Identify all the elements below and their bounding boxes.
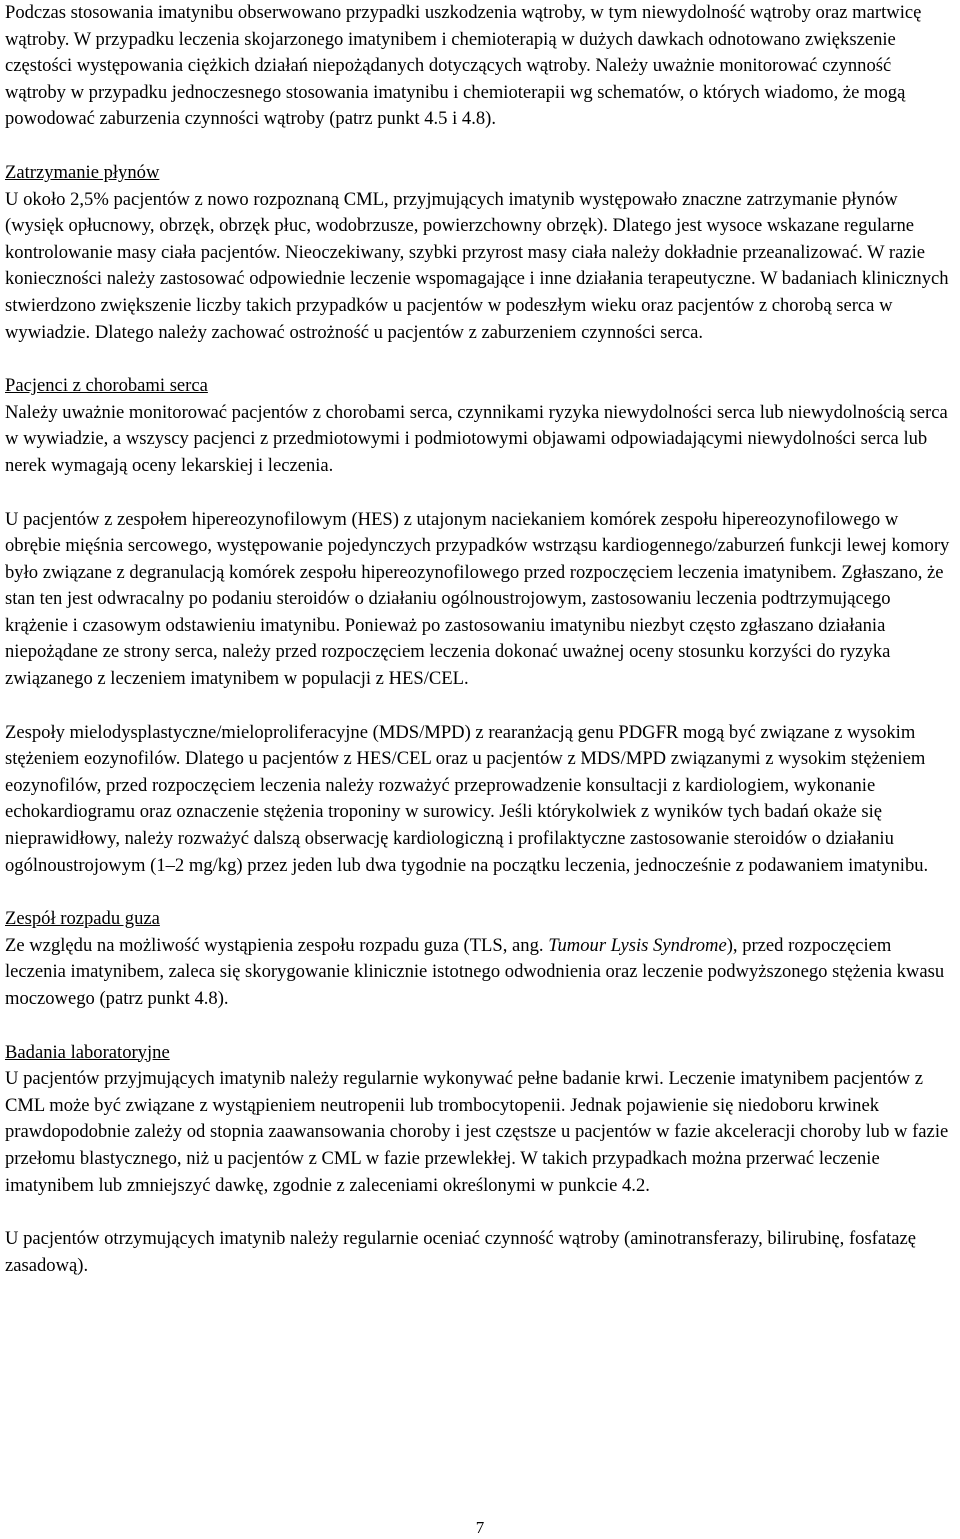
- liver-paragraph: Podczas stosowania imatynibu obserwowano przypadki uszkodzenia wątroby, w tym niewydolność wątroby oraz martwicę wątroby. W przypadku leczenia skojarzonego imatynibem i chemioterapią w dużych dawkach odnotowano zwiększenie częstości występowania ciężkich działań niepożądanych dotyczących wątroby. Należy uważnie monitorować czynność wątroby w przypadku jednoczesnego stosowania imatynibu i chemioterapii wg schematów, o których wiadomo, że mogą powodować zaburzenia czynności wątroby (patrz punkt 4.5 i 4.8).: [5, 2, 922, 130]
- page-number: 7: [475, 1518, 485, 1537]
- tls-heading: Zespół rozpadu guza: [5, 908, 160, 930]
- fluid-retention-paragraph: U około 2,5% pacjentów z nowo rozpoznaną CML, przyjmujących imatynib występowało znaczne zatrzymanie płynów (wysięk opłucnowy, obrzęk, obrzęk płuc, wodobrzusze, powierzchowny obrzęk). Dlatego jest wysoce wskazane regularne kontrolowanie masy ciała pacjentów. Nieoczekiwany, szybki przyrost masy ciała należy dokładnie przeanalizować. W razie konieczności należy zastosować odpowiednie leczenie wspomagające i inne działania terapeutyczne. W badaniach klinicznych stwierdzono zwiększenie liczby takich przypadków u pacjentów w podeszłym wieku oraz pacjentów z chorobą serca w wywiadzie. Dlatego należy zachować ostrożność u pacjentów z zaburzeniem czynności serca.: [5, 188, 949, 343]
- spacer: [5, 1013, 955, 1040]
- spacer: [5, 346, 955, 373]
- spacer: [5, 1199, 955, 1226]
- tls-italic-term: Tumour Lysis Syndrome: [548, 934, 727, 956]
- fluid-retention-heading: Zatrzymanie płynów: [5, 161, 160, 183]
- cardiac-paragraph-3: Zespoły mielodysplastyczne/mieloproliferacyjne (MDS/MPD) z rearanżacją genu PDGFR mogą być związane z wysokim stężeniem eozynofilów. Dlatego u pacjentów z HES/CEL oraz u pacjentów z MDS/MPD związanymi z wysokim stężeniem eozynofilów, przed rozpoczęciem leczenia należy rozważyć przeprowadzenie konsultacji z kardiologiem, wykonanie echokardiogramu oraz oznaczenie stężenia troponiny w surowicy. Jeśli którykolwiek z wyników tych badań okaże się nieprawidłowy, należy rozważyć dalszą obserwację kardiologiczną i profilaktyczne zastosowanie steroidów o działaniu ogólnoustrojowym (1–2 mg/kg) przez jeden lub dwa tygodnie na początku leczenia, jednocześnie z podawaniem imatynibu.: [5, 721, 929, 876]
- spacer: [5, 693, 955, 720]
- tls-text-after: ), przed rozpoczęciem leczenia imatynibem, zaleca się skorygowanie klinicznie istotnego odwodnienia oraz leczenie podwyższonego stężenia kwasu moczowego (patrz punkt 4.8).: [5, 934, 945, 1009]
- cardiac-paragraph-1: Należy uważnie monitorować pacjentów z chorobami serca, czynnikami ryzyka niewydolności serca lub niewydolnością serca w wywiadzie, a wszyscy pacjenci z przedmiotowymi i podmiotowymi objawami odpowiadającymi niewydolności serca lub nerek wymagają oceny lekarskiej i leczenia.: [5, 401, 948, 476]
- spacer: [5, 480, 955, 507]
- cardiac-heading: Pacjenci z chorobami serca: [5, 375, 208, 397]
- spacer: [5, 133, 955, 160]
- lab-tests-heading: Badania laboratoryjne: [5, 1041, 170, 1063]
- cardiac-paragraph-2: U pacjentów z zespołem hipereozynofilowym (HES) z utajonym naciekaniem komórek zespołu hipereozynofilowego w obrębie mięśnia sercowego, występowanie pojedynczych przypadków wstrząsu kardiogennego/zaburzeń funkcji lewej komory było związane z degranulacją komórek zespołu hipereozynofilowego przed rozpoczęciem leczenia imatynibem. Zgłaszano, że stan ten jest odwracalny po podaniu steroidów o działaniu ogólnoustrojowym, zastosowaniu leczenia podtrzymującego krążenie i czasowym odstawieniu imatynibu. Ponieważ po zastosowaniu imatynibu niezbyt często zgłaszano działania niepożądane ze strony serca, należy przed rozpoczęciem leczenia dokonać uważnej oceny stosunku korzyści do ryzyka związanego z leczeniem imatynibem w populacji z HES/CEL.: [5, 508, 950, 690]
- document-page: [5, 0, 955, 1279]
- tls-paragraph: [5, 933, 955, 1013]
- spacer: [5, 879, 955, 906]
- lab-tests-paragraph-2: U pacjentów otrzymujących imatynib należy regularnie oceniać czynność wątroby (aminotransferazy, bilirubinę, fosfatazę zasadową).: [5, 1228, 917, 1276]
- lab-tests-paragraph-1: U pacjentów przyjmujących imatynib należy regularnie wykonywać pełne badanie krwi. Leczenie imatynibem pacjentów z CML może być związane z wystąpieniem neutropenii lub trombocytopenii. Jednak pojawienie się niedoboru krwinek prawdopodobnie zależy od stopnia zaawansowania choroby i jest częstsze u pacjentów w fazie akceleracji choroby lub w fazie przełomu blastycznego, niż u pacjentów z CML w fazie przewlekłej. W takich przypadkach można przerwać leczenie imatynibem lub zmniejszyć dawkę, zgodnie z zaleceniami określonymi w punkcie 4.2.: [5, 1068, 949, 1196]
- tls-text-before: Ze względu na możliwość wystąpienia zespołu rozpadu guza (TLS, ang.: [5, 934, 549, 956]
